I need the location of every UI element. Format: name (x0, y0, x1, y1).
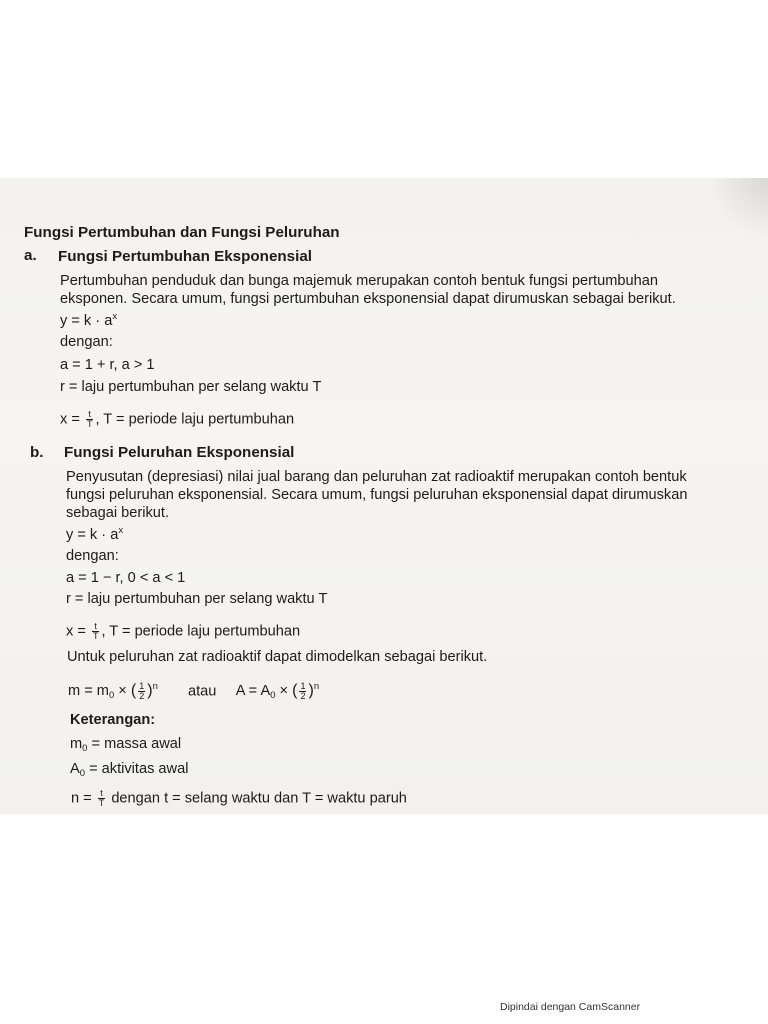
fraction-numerator: t (98, 789, 106, 799)
section-b-formula (66, 526, 123, 544)
section-b-para-line2: fungsi peluruhan eksponensial. Secara umum, fungsi peluruhan eksponensial dapat dirumuskan (66, 487, 688, 503)
scan-shadow (708, 178, 768, 238)
exponent-n: n (152, 681, 158, 693)
formula-exponent: x (118, 525, 124, 536)
mass-lhs: m = m (68, 683, 109, 700)
decay-formulas (68, 682, 319, 701)
times-sign: × (275, 683, 293, 700)
fraction-denominator: T (86, 419, 93, 429)
section-a-title: Fungsi Pertumbuhan Eksponensial (58, 248, 313, 265)
fraction-denominator: 2 (139, 691, 145, 701)
exponent-n: n (313, 681, 320, 693)
section-a-formula (60, 312, 117, 330)
m0-description: = massa awal (87, 736, 182, 752)
n-suffix: dengan t = selang waktu dan T = waktu paruh (107, 790, 407, 807)
formula-base: y = k · a (66, 527, 119, 543)
x-prefix: x = (60, 411, 80, 428)
activity-subscript: 0 (270, 690, 276, 702)
radioactive-intro: Untuk peluruhan zat radioaktif dapat dimodelkan sebagai berikut. (67, 649, 488, 665)
mass-subscript: 0 (108, 690, 115, 702)
fraction-t-over-T (86, 410, 94, 429)
section-a-para-line2: eksponen. Secara umum, fungsi pertumbuhan eksponensial dapat dirumuskan sebagai berikut. (60, 291, 676, 307)
activity-lhs: A = A (235, 683, 271, 700)
section-b-para-line3: sebagai berikut. (66, 505, 170, 521)
activity-formula (235, 681, 320, 702)
close-paren: ) (147, 682, 153, 700)
section-a-letter: a. (24, 247, 37, 264)
scanned-page (0, 178, 768, 814)
A0-definition (70, 760, 188, 778)
formula-exponent: x (112, 311, 118, 322)
fraction-numerator: 1 (139, 681, 145, 691)
section-a-para-line1: Pertumbuhan penduduk dan bunga majemuk merupakan contoh bentuk fungsi pertumbuhan (60, 273, 658, 289)
section-b-title: Fungsi Peluruhan Eksponensial (64, 444, 295, 461)
fraction-numerator: t (86, 410, 94, 420)
fraction-denominator: T (98, 798, 105, 808)
m0-symbol: m (70, 736, 83, 752)
section-b-dengan: dengan: (66, 548, 119, 564)
A0-symbol: A (70, 761, 80, 777)
fraction-one-half (138, 682, 145, 701)
close-paren: ) (308, 682, 314, 700)
section-a-condition-a: a = 1 + r, a > 1 (60, 357, 155, 373)
atau-word: atau (187, 683, 217, 700)
main-heading: Fungsi Pertumbuhan dan Fungsi Peluruhan (24, 224, 340, 241)
x-prefix: x = (66, 623, 86, 640)
fraction-numerator: t (92, 622, 100, 632)
section-a-condition-r: r = laju pertumbuhan per selang waktu T (60, 379, 322, 395)
m0-subscript: 0 (82, 743, 88, 754)
open-paren: ( (292, 682, 298, 700)
camscanner-watermark: Dipindai dengan CamScanner (500, 1001, 641, 1013)
A0-description: = aktivitas awal (85, 761, 189, 777)
section-b-condition-a: a = 1 − r, 0 < a < 1 (66, 570, 186, 586)
n-prefix: n = (71, 790, 92, 807)
A0-subscript: 0 (79, 768, 86, 779)
keterangan-heading: Keterangan: (70, 712, 156, 728)
section-b-letter: b. (30, 444, 44, 461)
fraction-numerator: 1 (300, 681, 306, 691)
m0-definition (70, 735, 181, 753)
fraction-denominator: 2 (300, 691, 306, 701)
section-b-x-definition (66, 622, 300, 641)
section-b-condition-r: r = laju pertumbuhan per selang waktu T (66, 591, 328, 607)
fraction-one-half (299, 682, 306, 701)
times-sign: × (114, 683, 131, 700)
section-a-x-definition (60, 410, 294, 429)
fraction-denominator: T (92, 631, 99, 641)
fraction-t-over-T (98, 789, 106, 808)
mass-formula (68, 681, 158, 702)
fraction-t-over-T (92, 622, 100, 641)
n-definition (71, 789, 407, 808)
x-suffix: , T = periode laju pertumbuhan (101, 623, 301, 640)
section-b-para-line1: Penyusutan (depresiasi) nilai jual barang dan peluruhan zat radioaktif merupakan contoh bentuk (66, 469, 687, 485)
open-paren: ( (130, 682, 137, 700)
formula-base: y = k · a (60, 313, 113, 329)
section-a-dengan: dengan: (60, 334, 113, 350)
x-suffix: , T = periode laju pertumbuhan (95, 411, 295, 428)
